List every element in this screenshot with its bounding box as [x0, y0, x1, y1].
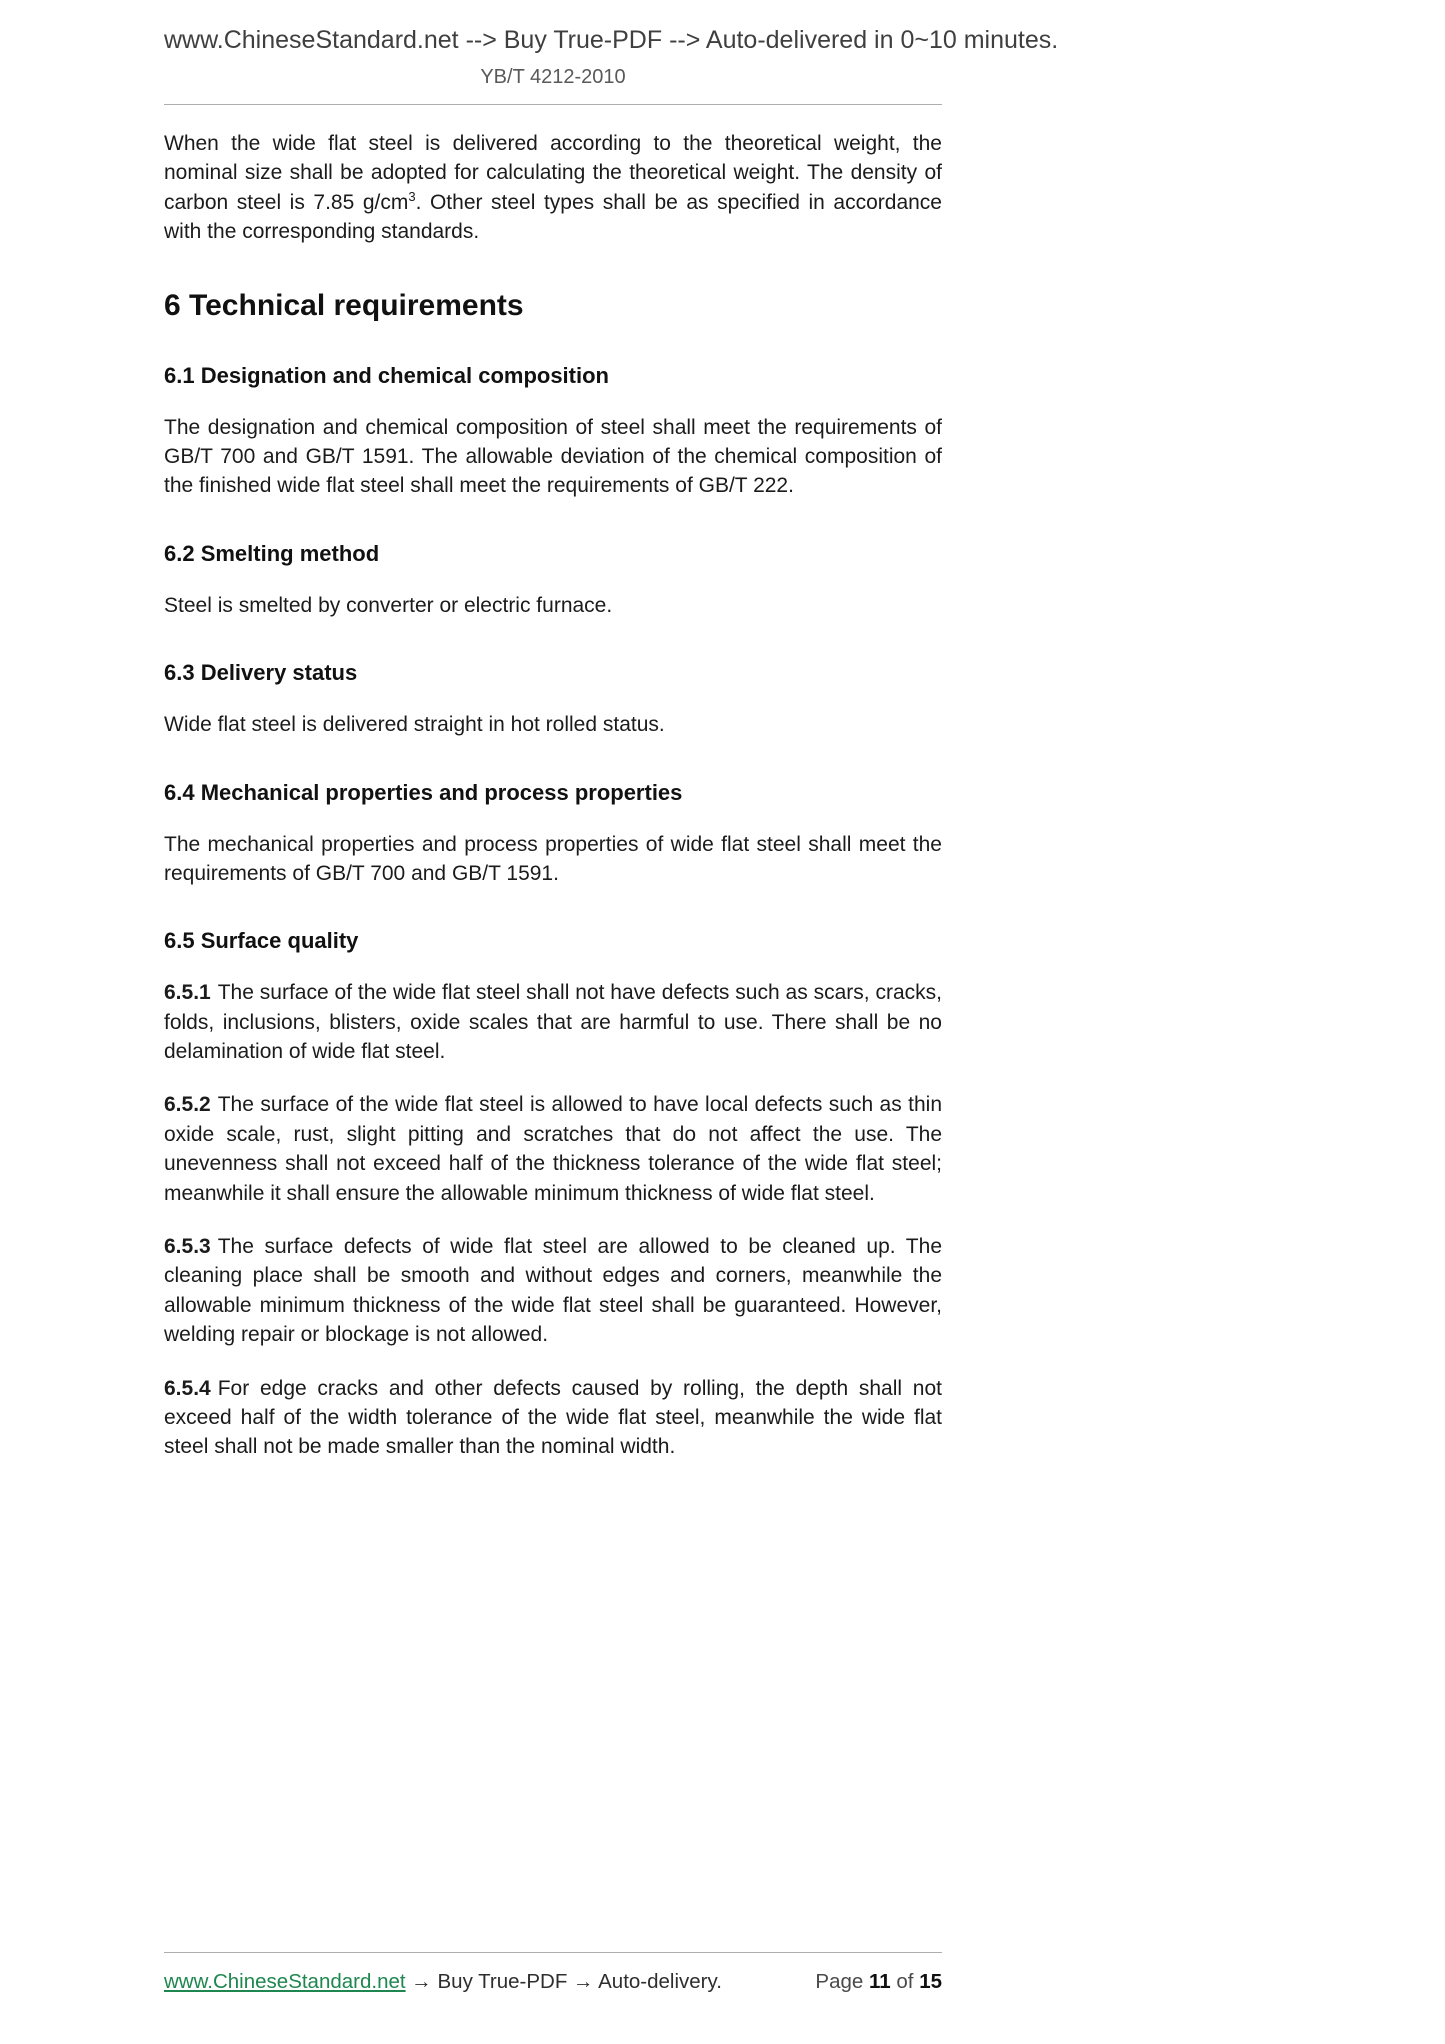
subsection-6-5-heading: 6.5 Surface quality: [164, 928, 359, 954]
section-6-heading: 6 Technical requirements: [164, 288, 524, 322]
subsection-6-3-heading: 6.3 Delivery status: [164, 660, 358, 686]
superscript-3: 3: [408, 188, 416, 204]
subsection-6-1-heading: 6.1 Designation and chemical composition: [164, 362, 609, 388]
clause-6-5-2-paragraph: [164, 1090, 942, 1208]
header-banner: www.ChineseStandard.net --> Buy True-PDF --> Auto-delivered in 0~10 minutes.: [164, 26, 1059, 54]
clause-6-5-1-number: 6.5.1: [164, 981, 211, 1005]
clause-6-5-3-paragraph: [164, 1232, 942, 1350]
header-divider: [164, 104, 942, 105]
clause-6-5-1-text: The surface of the wide flat steel shall not have defects such as scars, cracks, folds, inclusions, blisters, oxide scales that are harmful to use. There shall be no delamination of wide flat steel.: [164, 981, 942, 1064]
footer-tagline: → Buy True-PDF → Auto-delivery.: [411, 1970, 722, 1993]
doc-number: YB/T 4212-2010: [480, 66, 626, 88]
clause-6-5-4-paragraph: [164, 1374, 942, 1462]
page-current: 11: [869, 1970, 891, 1993]
subsection-6-1-paragraph: The designation and chemical composition of steel shall meet the requirements of GB/T 700 and GB/T 1591. The allowable deviation of the chemical composition of the finished wide flat steel shall meet the requirements of GB/T 222.: [164, 415, 942, 498]
of-label: of: [896, 1970, 914, 1993]
footer-row: [164, 1970, 942, 1994]
subsection-6-2-heading: 6.2 Smelting method: [164, 540, 380, 566]
clause-6-5-4-number: 6.5.4: [164, 1376, 211, 1400]
clause-6-5-3-number: 6.5.3: [164, 1235, 211, 1259]
footer-promo: [164, 1970, 722, 1994]
page-label: Page: [815, 1970, 864, 1993]
page-footer: [164, 1952, 942, 2044]
subsection-6-2-paragraph: Steel is smelted by converter or electric furnace.: [164, 593, 613, 617]
clause-6-5-1-paragraph: [164, 978, 942, 1066]
intro-paragraph: [164, 129, 942, 247]
page-indicator: [815, 1970, 942, 1994]
subsection-6-4-paragraph: The mechanical properties and process properties of wide flat steel shall meet the requirements of GB/T 700 and GB/T 1591.: [164, 832, 942, 885]
clause-6-5-2-number: 6.5.2: [164, 1093, 211, 1117]
page-content: [164, 0, 1059, 1952]
clause-6-5-3-text: The surface defects of wide flat steel are allowed to be cleaned up. The cleaning place shall be smooth and without edges and corners, meanwhile the allowable minimum thickness of the wide flat steel shall be guaranteed. However, welding repair or blockage is not allowed.: [164, 1235, 942, 1347]
subsection-6-4-heading: 6.4 Mechanical properties and process properties: [164, 779, 683, 805]
intro-text-before: When the wide flat steel is delivered according to the theoretical weight, the nominal size shall be adopted for calculating the theoretical weight. The density of carbon steel is 7.85 g/cm: [164, 132, 942, 214]
footer-link[interactable]: www.ChineseStandard.net: [164, 1970, 406, 1993]
intro-text-after: . Other steel types shall be as specified in accordance with the corresponding standards.: [164, 190, 942, 244]
footer-divider: [164, 1952, 942, 1953]
clause-6-5-2-text: The surface of the wide flat steel is allowed to have local defects such as thin oxide scale, rust, slight pitting and scratches that do not affect the use. The unevenness shall not exceed half of the thickness tolerance of the wide flat steel; meanwhile it shall ensure the allowable minimum thickness of wide flat steel.: [164, 1093, 942, 1205]
clause-6-5-4-text: For edge cracks and other defects caused by rolling, the depth shall not exceed half of the width tolerance of the wide flat steel, meanwhile the wide flat steel shall not be made smaller than the nominal width.: [164, 1376, 942, 1459]
subsection-6-3-paragraph: Wide flat steel is delivered straight in hot rolled status.: [164, 713, 665, 737]
page-total: 15: [919, 1970, 942, 1993]
